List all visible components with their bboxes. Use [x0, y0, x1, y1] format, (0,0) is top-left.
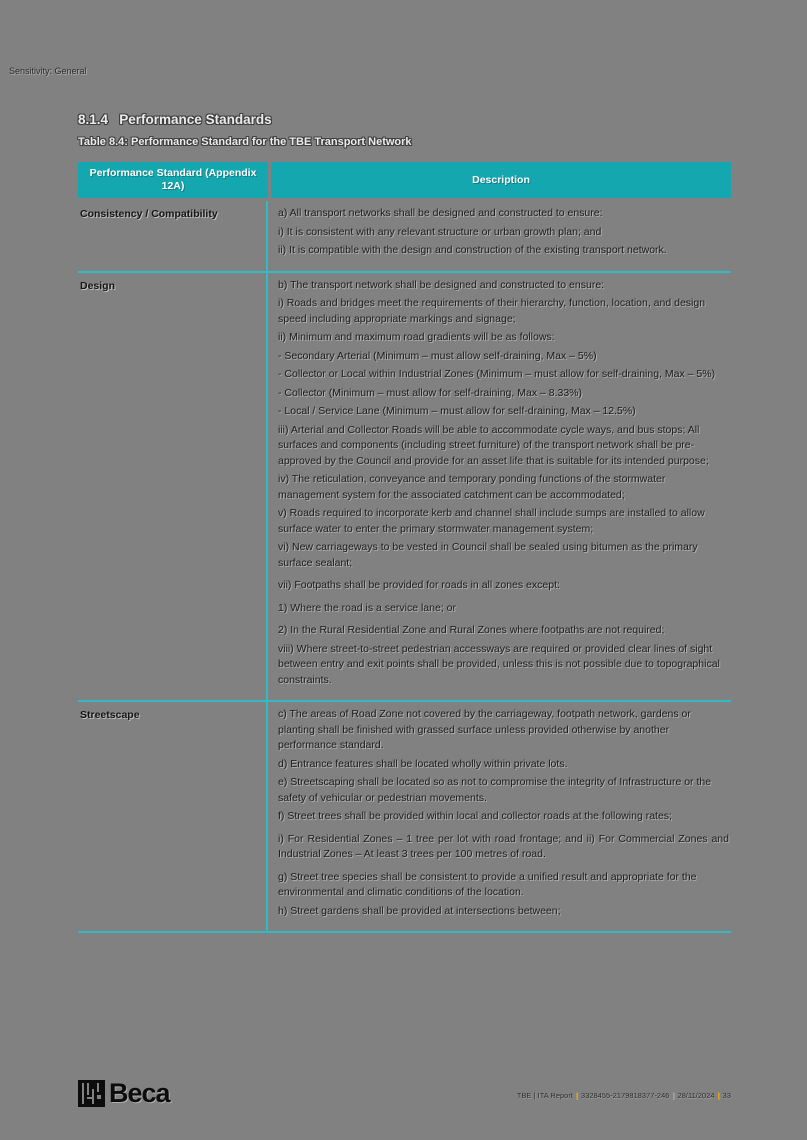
- footer-segment: 3328455-2179818377-246: [581, 1091, 670, 1100]
- description-paragraph: i) It is consistent with any relevant structure or urban growth plan; and: [278, 225, 602, 238]
- table-row-0: [78, 201, 731, 273]
- footer-segment: 28/11/2024: [677, 1091, 715, 1100]
- description-paragraph: ii) It is compatible with the design and construction of the existing transport network.: [278, 244, 667, 256]
- description-paragraph: iii) Arterial and Collector Roads will be able to accommodate cycle ways, and bus stops; All surfaces and components (including street furniture) of the transport network shall be pre-approved by the Council and provide for an asset life that is suitable for its intended purpose;: [278, 423, 709, 467]
- description-paragraph: 2) In the Rural Residential Zone and Rural Zones where footpaths are not required;: [278, 624, 665, 636]
- footer-separator: |: [717, 1091, 720, 1100]
- description-paragraph: vi) New carriageways to be vested in Council shall be sealed using bitumen as the primary surface sealant;: [278, 541, 698, 569]
- table-row-1: [78, 273, 731, 703]
- description-paragraph: - Collector or Local within Industrial Zones (Minimum – must allow for self-draining, Max – 5%): [278, 368, 716, 380]
- beca-logo-icon: [78, 1080, 105, 1107]
- description-paragraph: i) Roads and bridges meet the requirements of their hierarchy, function, location, and design speed including appropriate markings and signage;: [278, 297, 706, 325]
- description-paragraph: a) All transport networks shall be designed and constructed to ensure:: [278, 207, 603, 219]
- description-paragraph: v) Roads required to incorporate kerb and channel shall include sumps are installed to allow surface water to enter the primary stormwater management system;: [278, 507, 705, 535]
- row-description: [268, 201, 731, 271]
- description-paragraph: g) Street tree species shall be consistent to provide a unified result and appropriate for the environmental and climatic conditions of the location.: [278, 870, 697, 898]
- description-paragraph: vii) Footpaths shall be provided for roads in all zones except:: [278, 579, 560, 591]
- description-paragraph: d) Entrance features shall be located wholly within private lots.: [278, 757, 568, 770]
- row-label: Consistency / Compatibility: [78, 201, 268, 271]
- performance-standards-table: [78, 162, 731, 933]
- row-label: Streetscape: [78, 702, 268, 931]
- description-paragraph: f) Street trees shall be provided within local and collector roads at the following rates;: [278, 810, 672, 822]
- description-paragraph: i) For Residential Zones – 1 tree per lot with road frontage; and ii) For Commercial Zones and Industrial Zones – At least 3 trees per 100 metres of road.: [278, 832, 729, 860]
- description-paragraph: 1) Where the road is a service lane; or: [278, 601, 456, 614]
- description-paragraph: b) The transport network shall be designed and constructed to ensure:: [278, 278, 605, 291]
- beca-logo-text: Beca: [109, 1078, 170, 1108]
- table-header-row: [78, 162, 731, 198]
- description-paragraph: - Collector (Minimum – must allow for self-draining, Max – 8.33%): [278, 386, 583, 399]
- table-caption: Table 8.4: Performance Standard for the TBE Transport Network: [78, 136, 412, 148]
- footer-separator: |: [672, 1091, 675, 1100]
- footer-meta-line: [517, 1091, 731, 1100]
- footer-segment: 33: [722, 1091, 731, 1100]
- page-footer: [78, 1080, 731, 1107]
- table-body: [78, 201, 731, 933]
- footer-segment: TBE | ITA Report: [516, 1091, 573, 1100]
- beca-logo: [78, 1080, 170, 1107]
- column-header-description: Description: [271, 162, 731, 198]
- document-content: [78, 112, 731, 933]
- sensitivity-label: Sensitivity: General: [9, 66, 87, 76]
- description-paragraph: - Secondary Arterial (Minimum – must allow self-draining, Max – 5%): [278, 349, 597, 362]
- description-paragraph: e) Streetscaping shall be located so as not to compromise the integrity of Infrastructure or the safety of vehicular or pedestrian movements.: [278, 776, 712, 804]
- row-label: Design: [78, 273, 268, 701]
- description-paragraph: ii) Minimum and maximum road gradients will be as follows:: [278, 331, 555, 343]
- description-paragraph: viii) Where street-to-street pedestrian accessways are required or provided clear lines of sight between entry and exit points shall be provided, unless this is not possible due to topographical constraints.: [278, 642, 720, 686]
- description-paragraph: c) The areas of Road Zone not covered by the carriageway, footpath network, gardens or planting shall be finished with grassed surface unless provided otherwise by another performance standard.: [278, 708, 691, 751]
- description-paragraph: - Local / Service Lane (Minimum – must allow for self-draining, Max – 12.5%): [278, 405, 636, 417]
- column-header-performance-standard: Performance Standard (Appendix 12A): [78, 162, 268, 198]
- description-paragraph: iv) The reticulation, conveyance and temporary ponding functions of the stormwater management system for the associated catchment can be accommodated;: [278, 473, 666, 501]
- section-heading: 8.1.4 Performance Standards: [78, 112, 272, 127]
- footer-separator: |: [575, 1091, 579, 1100]
- row-description: [268, 702, 731, 931]
- description-paragraph: h) Street gardens shall be provided at intersections between;: [278, 904, 561, 917]
- table-row-2: [78, 702, 731, 933]
- row-description: [268, 273, 731, 701]
